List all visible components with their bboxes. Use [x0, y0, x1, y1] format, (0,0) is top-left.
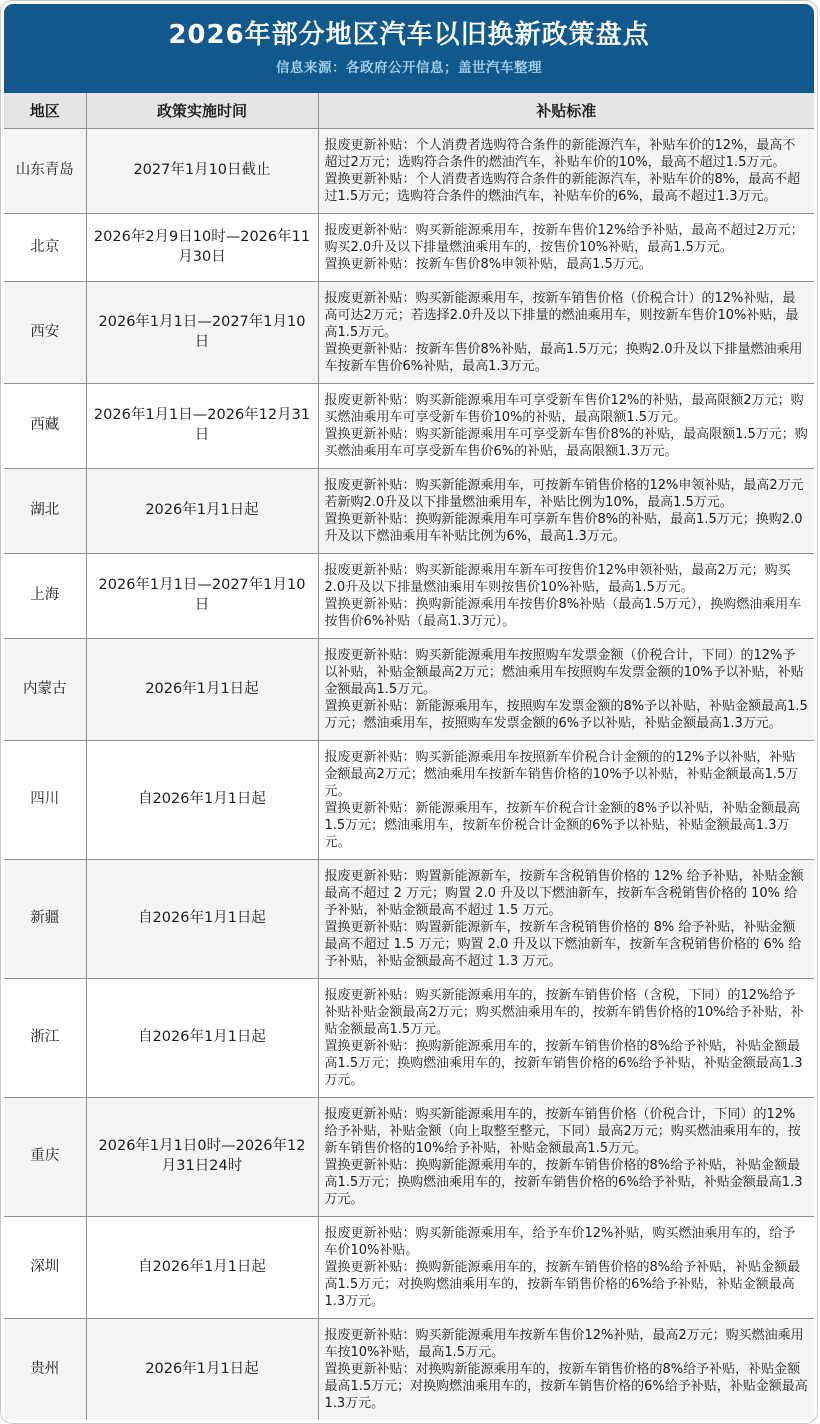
- policy-paragraph: 报废更新补贴：购买新能源乘用车按照购车发票金额（价税合计，下同）的12%予以补贴，补贴金额最高2万元；燃油乘用车按照购车发票金额的10%予以补贴，补贴金额最高1.5万元。: [324, 648, 804, 697]
- period-cell: 2026年2月9日10时—2026年11月30日: [86, 214, 318, 282]
- policy-paragraph: 置换更新补贴：按新车售价8%申领补贴，最高1.5万元。: [324, 257, 652, 272]
- region-cell: 内蒙古: [4, 639, 86, 741]
- table-row: [4, 1319, 814, 1421]
- policy-paragraph: 置换更新补贴：按新车售价8%补贴，最高1.5万元；换购2.0升及以下排量燃油乘用车按新车售价6%补贴，最高1.3万元。: [324, 342, 803, 374]
- period-cell: 2026年1月1日起: [86, 469, 318, 554]
- period-cell: 2026年1月1日起: [86, 639, 318, 741]
- policy-paragraph: 报废更新补贴：购买新能源乘用车的，按新车销售价格（含税，下同）的12%给予补贴补贴金额最高2万元；购买燃油乘用车的，按新车销售价格的10%给予补贴，补贴金额最高1.5万元。: [324, 988, 804, 1037]
- region-cell: 贵州: [4, 1319, 86, 1421]
- period-cell: 2026年1月1日—2027年1月10日: [86, 282, 318, 384]
- table-row: [4, 214, 814, 282]
- region-cell: 深圳: [4, 1217, 86, 1319]
- policy-cell: [318, 129, 814, 214]
- policy-paragraph: 置换更新补贴：新能源乘用车，按新车价税合计金额的8%予以补贴，补贴金额最高1.5万元；燃油乘用车，按新车价税合计金额的6%予以补贴，补贴金额最高1.3万元。: [324, 801, 801, 850]
- policy-paragraph: 置换更新补贴：对换购新能源乘用车的，按新车销售价格的8%给予补贴，补贴金额最高1.5万元；对换购燃油乘用车的，按新车销售价格的6%给予补贴，补贴金额最高1.3万元。: [324, 1362, 808, 1411]
- policy-cell: [318, 214, 814, 282]
- policy-paragraph: 置换更新补贴：换购新能源乘用车的，按新车销售价格的8%给予补贴，补贴金额最高1.5万元；对换购燃油乘用车的，按新车销售价格的6%给予补贴，补贴金额最高1.3万元。: [324, 1260, 801, 1309]
- table-row: [4, 554, 814, 639]
- policy-paragraph: 报废更新补贴：购买新能源乘用车，给予车价12%补贴，购买燃油乘用车的，给予车价10%补贴。: [324, 1226, 796, 1258]
- period-cell: 2026年1月1日—2026年12月31日: [86, 384, 318, 469]
- policy-paragraph: 置换更新补贴：购置新能源新车，按新车含税销售价格的 8% 给予补贴，补贴金额最高不超过 1.5 万元；购置 2.0 升及以下燃油新车，按新车含税销售价格的 6% 给予补贴，补贴金额最高不超过 1.3 万元。: [324, 920, 802, 969]
- region-cell: 湖北: [4, 469, 86, 554]
- table-row: [4, 384, 814, 469]
- region-cell: 山东青岛: [4, 129, 86, 214]
- region-cell: 西藏: [4, 384, 86, 469]
- policy-paragraph: 置换更新补贴：换购新能源乘用车可享新车售价8%的补贴，最高1.5万元；换购2.0升及以下燃油乘用车补贴比例为6%，最高1.3万元。: [324, 512, 803, 544]
- table-row: [4, 979, 814, 1098]
- table-row: [4, 741, 814, 860]
- policy-paragraph: 报废更新补贴：购买新能源乘用车按照新车价税合计金额的的12%予以补贴，补贴金额最高2万元；燃油乘用车按新车销售价格的10%予以补贴，补贴金额最高1.5万元。: [324, 750, 799, 799]
- policy-paragraph: 置换更新补贴：新能源乘用车，按照购车发票金额的8%予以补贴，补贴金额最高1.5万元；燃油乘用车，按照购车发票金额的6%予以补贴，补贴金额最高1.3万元。: [324, 699, 808, 731]
- policy-cell: [318, 1217, 814, 1319]
- region-cell: 重庆: [4, 1098, 86, 1217]
- page-title: 2026年部分地区汽车以旧换新政策盘点: [168, 19, 650, 50]
- table-row: [4, 129, 814, 214]
- column-header-policy: 补贴标准: [318, 93, 814, 129]
- policy-paragraph: 报废更新补贴：购买新能源乘用车，按新车销售价格（价税合计）的12%补贴，最高可达2万元；若选择2.0升及以下排量的燃油乘用车，则按新车售价10%补贴，最高1.5万元。: [324, 291, 799, 340]
- policy-paragraph: 报废更新补贴：购置新能源新车，按新车含税销售价格的 12% 给予补贴，补贴金额最高不超过 2 万元；购置 2.0 升及以下燃油新车，按新车含税销售价格的 10% 给予补贴，补贴金额最高不超过 1.5 万元。: [324, 869, 804, 918]
- table-row: [4, 1217, 814, 1319]
- region-cell: 新疆: [4, 860, 86, 979]
- policy-paragraph: 置换更新补贴：换购新能源乘用车的，按新车销售价格的8%给予补贴，补贴金额最高1.5万元；换购燃油乘用车的，按新车销售价格的6%给予补贴，补贴金额最高1.3万元。: [324, 1039, 803, 1088]
- period-cell: 自2026年1月1日起: [86, 741, 318, 860]
- region-cell: 四川: [4, 741, 86, 860]
- period-cell: 2026年1月1日0时—2026年12月31日24时: [86, 1098, 318, 1217]
- table-body: [4, 129, 814, 1421]
- policy-paragraph: 报废更新补贴：购买新能源乘用车的，按新车销售价格（价税合计，下同）的12%给予补贴，补贴金额（向上取整至整元，下同）最高2万元；购买燃油乘用车的，按新车销售价格的10%给予补贴，补贴金额最高1.5万元。: [324, 1107, 801, 1156]
- policy-paragraph: 置换更新补贴：换购新能源乘用车按售价8%补贴（最高1.5万元），换购燃油乘用车按售价6%补贴（最高1.3万元）。: [324, 597, 802, 629]
- policy-cell: [318, 979, 814, 1098]
- policy-cell: [318, 639, 814, 741]
- period-cell: 自2026年1月1日起: [86, 1217, 318, 1319]
- table-header: [4, 93, 814, 129]
- policy-paragraph: 报废更新补贴：购买新能源乘用车新车可按售价12%申领补贴，最高2万元；购买2.0升及以下排量燃油乘用车则按售价10%补贴，最高1.5万元。: [324, 563, 791, 595]
- table-row: [4, 639, 814, 741]
- source-note: 信息来源：各政府公开信息；盖世汽车整理: [276, 60, 542, 77]
- period-cell: 2026年1月1日起: [86, 1319, 318, 1421]
- policy-paragraph: 报废更新补贴：购买新能源乘用车，按新车售价12%给予补贴，最高不超过2万元；购买2.0升及以下排量燃油乘用车的，按售价10%补贴，最高1.5万元。: [324, 223, 804, 255]
- policy-cell: [318, 282, 814, 384]
- region-cell: 北京: [4, 214, 86, 282]
- policy-cell: [318, 1319, 814, 1421]
- column-header-period: 政策实施时间: [86, 93, 318, 129]
- policy-paragraph: 报废更新补贴：购买新能源乘用车，可按新车销售价格的12%申领补贴，最高2万元若新购2.0升及以下排量燃油乘用车，补贴比例为10%，最高1.5万元。: [324, 478, 804, 510]
- table-row: [4, 1098, 814, 1217]
- policy-cell: [318, 384, 814, 469]
- table-row: [4, 860, 814, 979]
- region-cell: 上海: [4, 554, 86, 639]
- policy-paragraph: 报废更新补贴：购买新能源乘用车可享受新车售价12%的补贴，最高限额2万元；购买燃油乘用车可享受新车售价10%的补贴，最高限额1.5万元。: [324, 393, 804, 425]
- policy-paragraph: 置换更新补贴：个人消费者选购符合条件的新能源汽车，补贴车价的8%，最高不超过1.5万元；选购符合条件的燃油汽车，补贴车价的6%，最高不超过1.3万元。: [324, 172, 801, 204]
- policy-paragraph: 报废更新补贴：购买新能源乘用车按新车售价12%补贴，最高2万元；购买燃油乘用车按10%补贴，最高1.5万元。: [324, 1328, 804, 1360]
- policy-cell: [318, 469, 814, 554]
- policy-paragraph: 报废更新补贴：个人消费者选购符合条件的新能源汽车，补贴车价的12%，最高不超过2万元；选购符合条件的燃油汽车，补贴车价的10%，最高不超过1.5万元。: [324, 138, 796, 170]
- period-cell: 2027年1月10日截止: [86, 129, 318, 214]
- policy-paragraph: 置换更新补贴：换购新能源乘用车的，按新车销售价格的8%给予补贴，补贴金额最高1.5万元；换购燃油乘用车的，按新车销售价格的6%给予补贴，补贴金额最高1.3万元。: [324, 1158, 803, 1207]
- table-row: [4, 282, 814, 384]
- policy-cell: [318, 554, 814, 639]
- policy-cell: [318, 741, 814, 860]
- policy-table: [4, 93, 814, 1420]
- period-cell: 自2026年1月1日起: [86, 979, 318, 1098]
- title-banner: [4, 4, 814, 93]
- table-row: [4, 469, 814, 554]
- region-cell: 西安: [4, 282, 86, 384]
- column-header-region: 地区: [4, 93, 86, 129]
- period-cell: 2026年1月1日—2027年1月10日: [86, 554, 318, 639]
- period-cell: 自2026年1月1日起: [86, 860, 318, 979]
- policy-cell: [318, 860, 814, 979]
- policy-cell: [318, 1098, 814, 1217]
- policy-paragraph: 置换更新补贴：购买新能源乘用车可享受新车售价8%的补贴，最高限额1.5万元；购买燃油乘用车可享受新车售价6%的补贴，最高限额1.3万元。: [324, 427, 808, 459]
- region-cell: 浙江: [4, 979, 86, 1098]
